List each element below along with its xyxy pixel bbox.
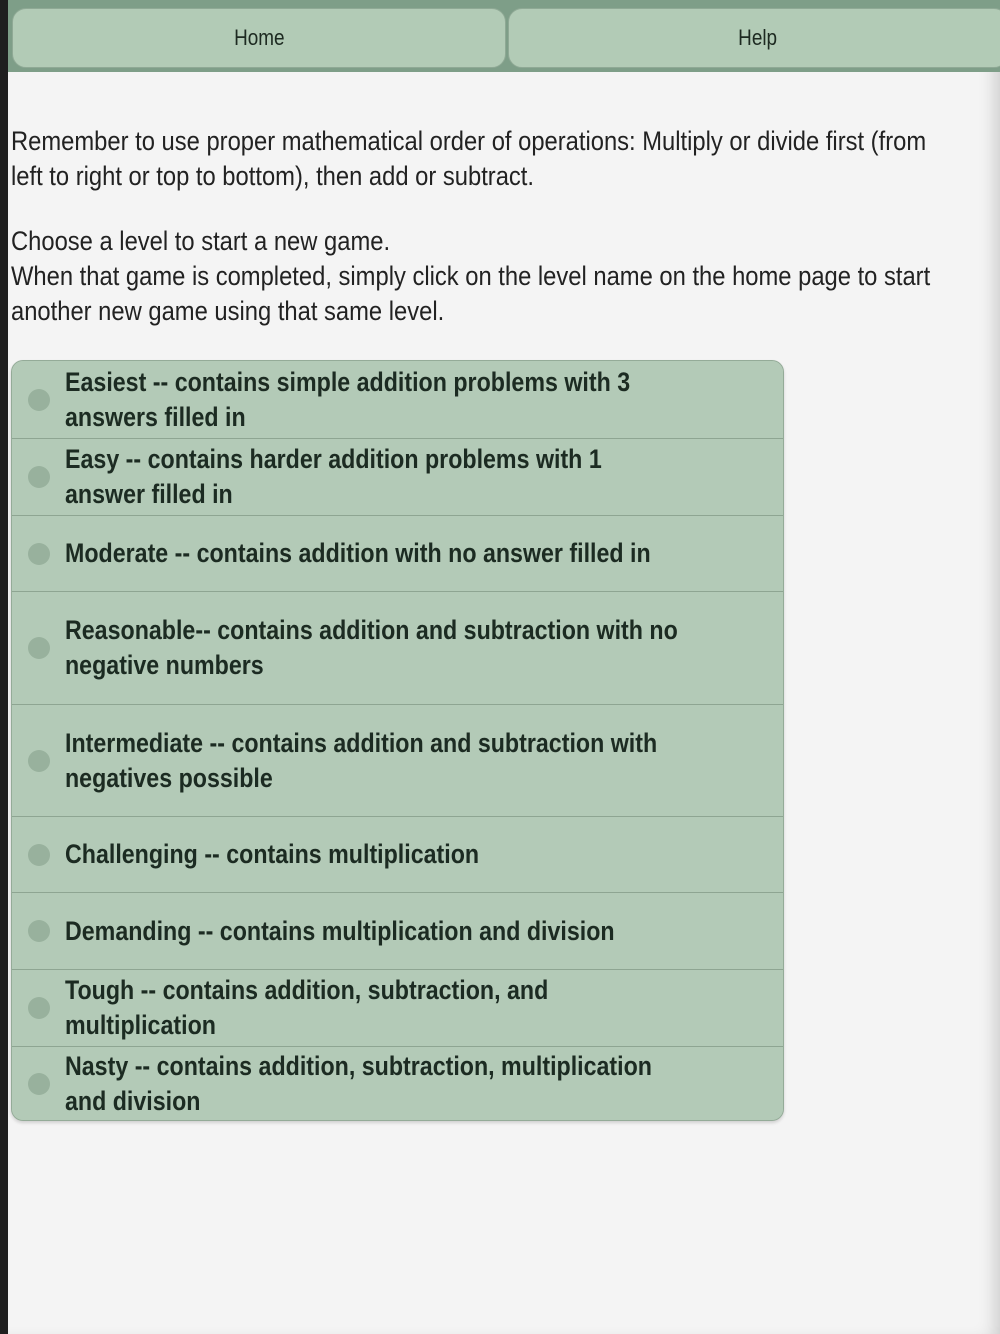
radio-icon[interactable] xyxy=(28,637,50,659)
order-of-operations-text: Remember to use proper mathematical order of operations: Multiply or divide first (from left to right or top to bottom), then add or subtract. xyxy=(11,126,927,191)
level-easy[interactable] xyxy=(12,438,783,515)
radio-icon[interactable] xyxy=(28,997,50,1019)
level-label: Nasty -- contains addition, subtraction, multiplication and division xyxy=(65,1050,652,1116)
level-easiest[interactable] xyxy=(12,361,783,438)
level-nasty[interactable] xyxy=(12,1046,783,1120)
level-reasonable[interactable] xyxy=(12,591,783,704)
level-label: Easy -- contains harder addition problems with 1 answer filled in xyxy=(65,444,602,509)
level-label: Tough -- contains addition, subtraction, and multiplication xyxy=(65,975,549,1040)
level-label: Challenging -- contains multiplication xyxy=(65,839,480,869)
radio-icon[interactable] xyxy=(28,389,50,411)
home-tab[interactable] xyxy=(12,8,506,68)
level-list xyxy=(11,360,784,1121)
level-challenging[interactable] xyxy=(12,816,783,892)
level-label: Reasonable-- contains addition and subtraction with no negative numbers xyxy=(65,615,678,680)
page xyxy=(8,0,1000,1334)
radio-icon[interactable] xyxy=(28,920,50,942)
radio-icon[interactable] xyxy=(28,750,50,772)
level-label: Demanding -- contains multiplication and division xyxy=(65,915,615,946)
level-intermediate[interactable] xyxy=(12,704,783,816)
level-tough[interactable] xyxy=(12,969,783,1046)
instructions xyxy=(11,224,988,329)
home-tab-label: Home xyxy=(233,25,285,50)
radio-icon[interactable] xyxy=(28,466,50,488)
level-moderate[interactable] xyxy=(12,515,783,591)
choose-level-text: Choose a level to start a new game. xyxy=(11,226,391,256)
level-label: Easiest -- contains simple addition problems with 3 answers filled in xyxy=(65,366,631,432)
level-demanding[interactable] xyxy=(12,892,783,969)
help-tab[interactable] xyxy=(508,8,1000,68)
radio-icon[interactable] xyxy=(28,844,50,866)
radio-icon[interactable] xyxy=(28,1073,50,1095)
radio-icon[interactable] xyxy=(28,543,50,565)
navbar xyxy=(8,0,1000,72)
repeat-level-text: When that game is completed, simply click on the level name on the home page to start another new game using that same level. xyxy=(11,261,931,326)
level-label: Moderate -- contains addition with no answer filled in xyxy=(65,538,651,568)
level-label: Intermediate -- contains addition and subtraction with negatives possible xyxy=(65,727,658,793)
help-tab-label: Help xyxy=(738,25,778,50)
